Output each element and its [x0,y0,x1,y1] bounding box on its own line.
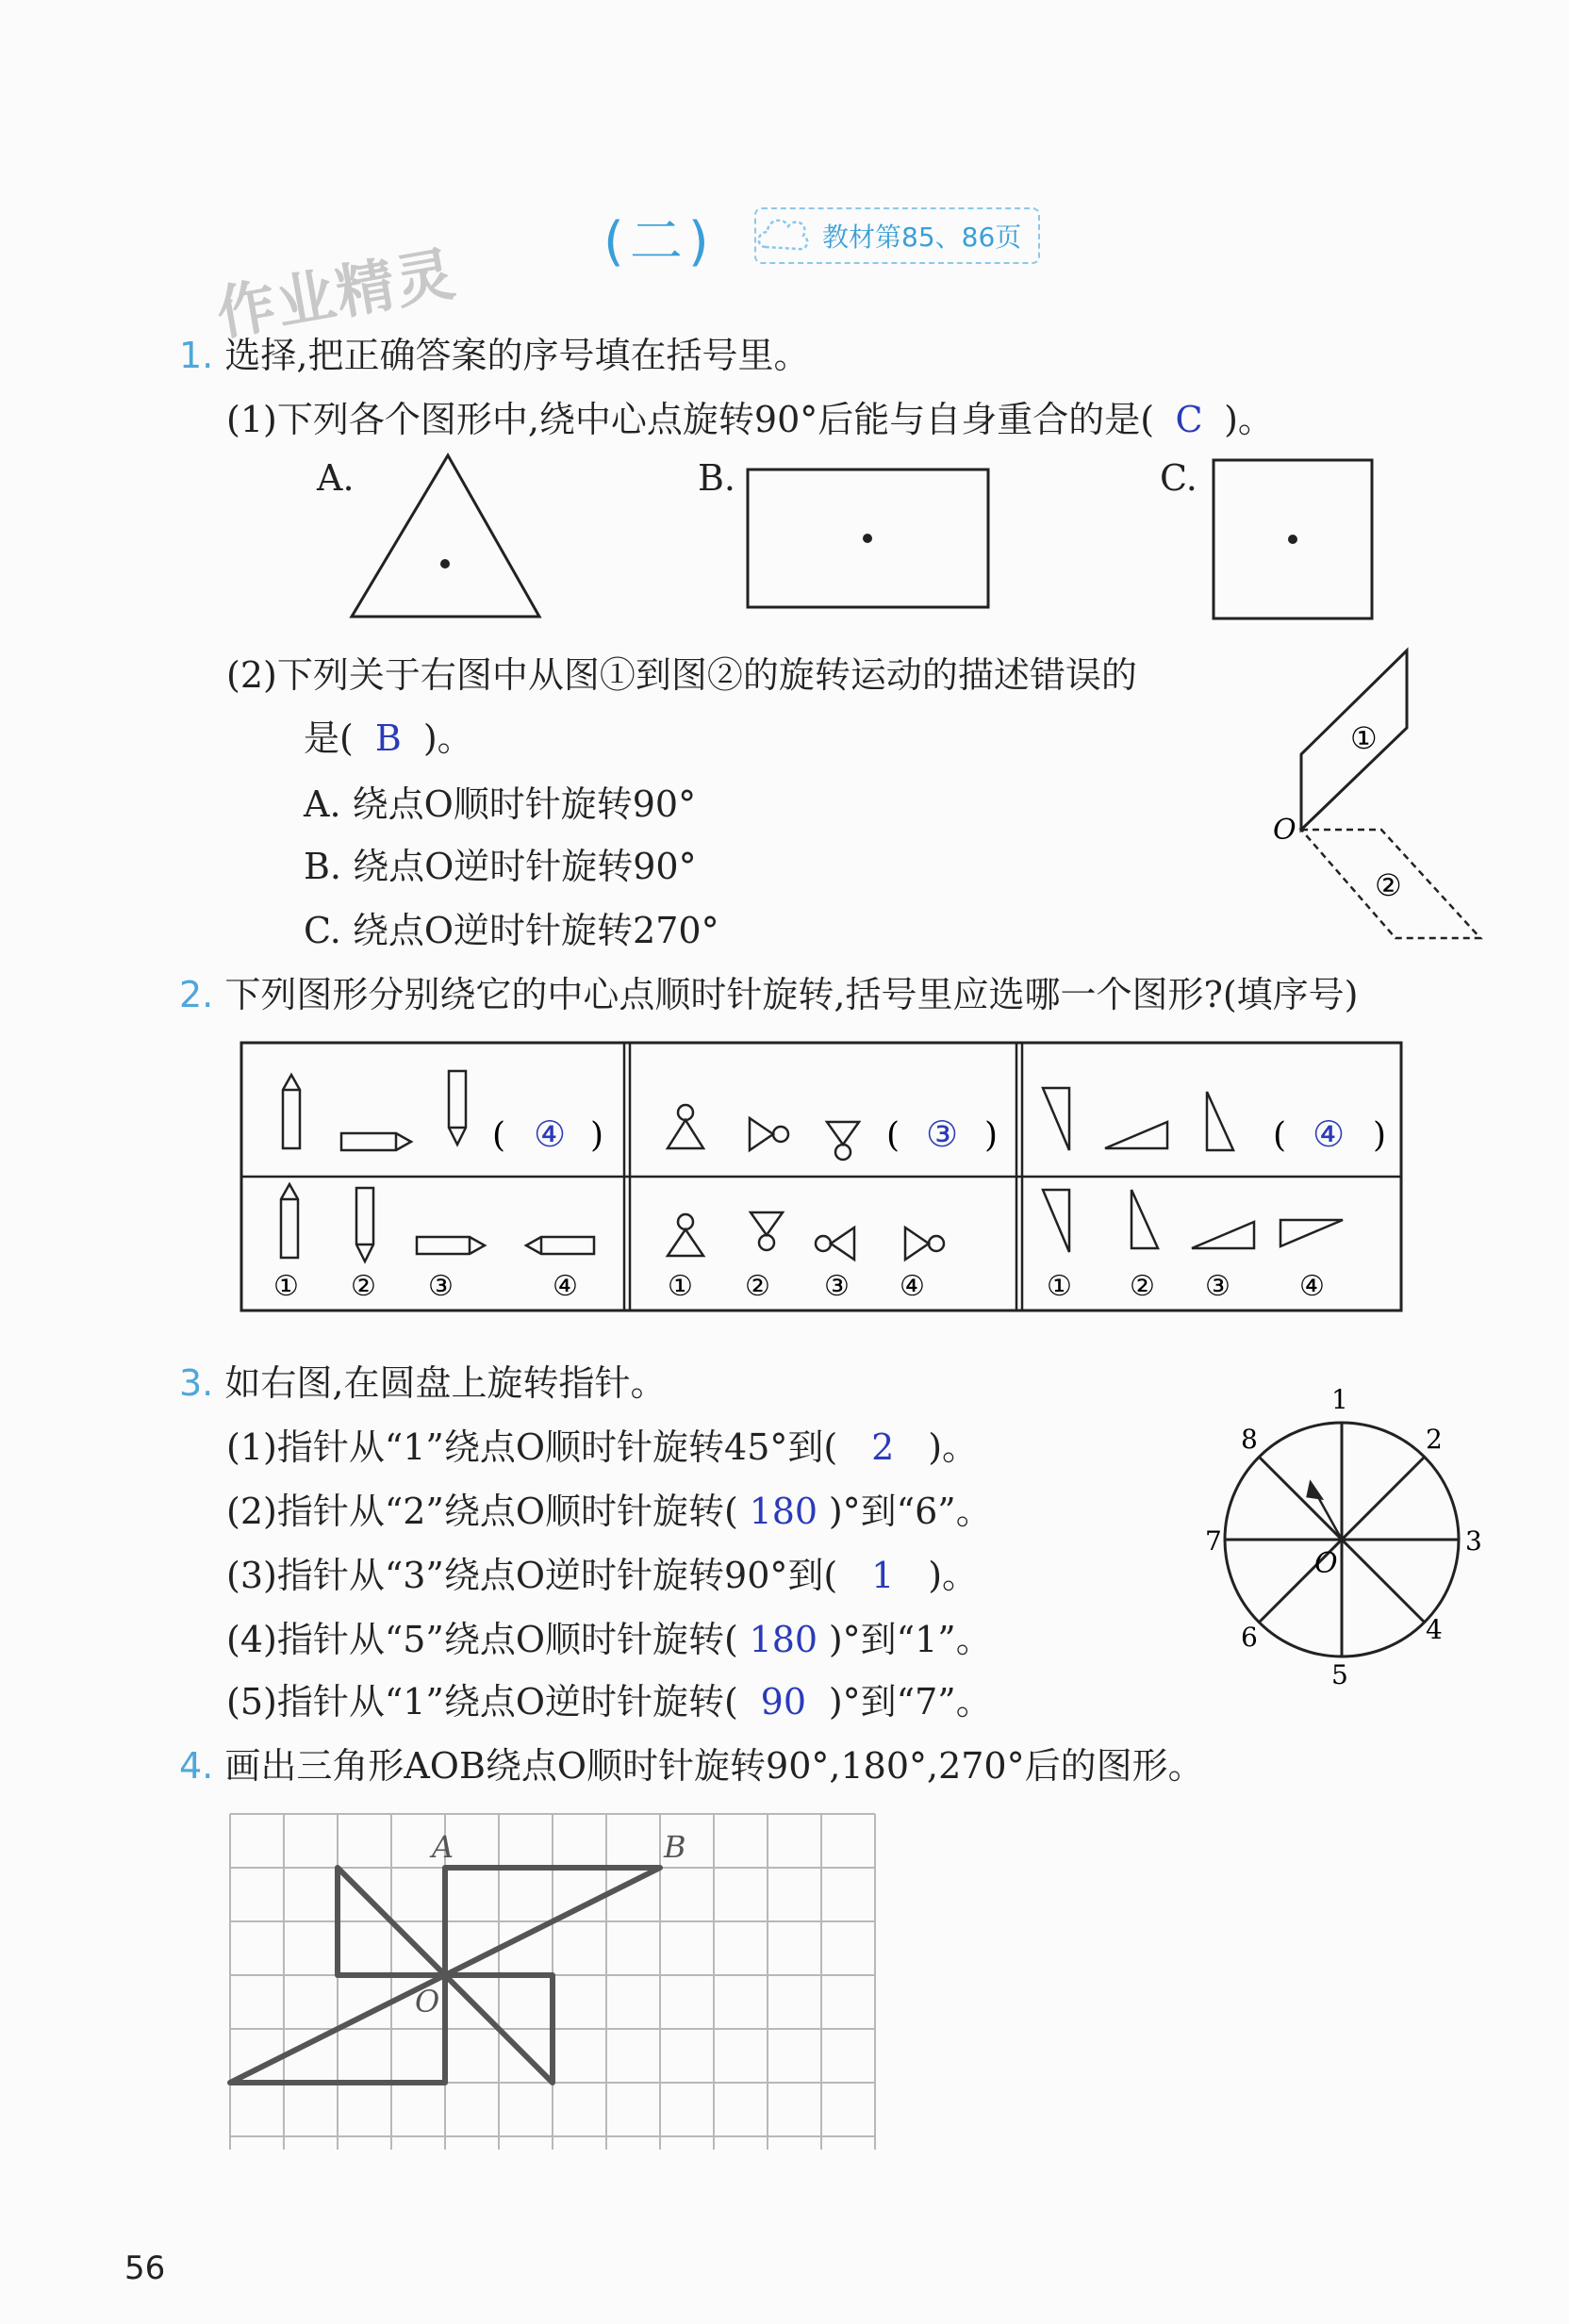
q2-cell3-option-4: ④ [1299,1270,1325,1303]
q3-item-5 [226,1681,992,1722]
q2-number: 2. [179,974,214,1015]
q1-part2-option-c: C. 绕点O逆时针旋转270° [304,910,719,951]
q2-cell2-option-4: ④ [900,1270,925,1303]
q3-item-5-close: )°到“7”。 [828,1681,992,1722]
q3-item-4-close: )°到“1”。 [828,1619,992,1660]
q3-item-2 [226,1491,992,1532]
q1-part1-answer: C [1175,399,1203,440]
dial-number-1: 1 [1331,1384,1348,1415]
point-a-label: A [432,1829,454,1865]
q3-item-1-close: )。 [928,1426,979,1468]
q1-number: 1. [179,335,214,376]
q3-item-2-prompt: (2)指针从“2”绕点O顺时针旋转( [226,1491,738,1532]
q1-part2-answer: B [374,717,402,759]
rotation-figure [1254,641,1537,952]
cone-options [668,1212,944,1260]
q2-paren-open-2: ( [886,1116,900,1155]
q3-item-3-prompt: (3)指针从“3”绕点O逆时针旋转90°到( [226,1555,838,1596]
dial-figure [1188,1376,1509,1706]
q4-number: 4. [179,1745,214,1787]
rectangle-figure [748,470,988,607]
q2-paren-close-2: ) [984,1116,999,1155]
point-b-label: B [664,1829,686,1865]
q3-item-1 [226,1426,979,1468]
q1-shapes [0,0,1569,660]
q1-part2-line2 [304,717,473,759]
figure-label-two: ② [1375,867,1402,903]
figure-label-o: O [1273,814,1296,847]
q3-number: 3. [179,1362,214,1404]
textbook-page-tag-label: 教材第85、86页 [754,207,1040,264]
q1-option-a-label: A. [317,457,355,499]
q2-cell3-option-3: ③ [1205,1270,1230,1303]
q3-item-3 [226,1555,979,1596]
q2-answer-3: ④ [1313,1113,1346,1155]
section-title: (二) [603,211,715,272]
q1-option-b-label: B. [698,457,736,499]
dial-number-4: 4 [1426,1614,1443,1645]
q2-cell1-option-2: ② [351,1270,376,1303]
q2-paren-open-3: ( [1273,1116,1287,1155]
q3-item-5-prompt: (5)指针从“1”绕点O逆时针旋转( [226,1681,738,1722]
q2-cell1-option-1: ① [273,1270,299,1303]
q3-heading [179,1362,667,1404]
dial-number-8: 8 [1241,1424,1258,1455]
q3-item-4 [226,1619,992,1660]
q2-paren-open-1: ( [492,1116,506,1155]
q3-item-1-answer: 2 [871,1426,895,1468]
square-figure [1214,460,1372,618]
q1-part2-close: )。 [422,717,473,759]
q1-part2-option-b: B. 绕点O逆时针旋转90° [304,846,697,887]
figure-label-one: ① [1350,720,1378,756]
q2-cell1-option-4: ④ [553,1270,578,1303]
watermark: 作业精灵 [211,239,462,349]
dial-number-7: 7 [1205,1525,1222,1557]
q4-text: 画出三角形AOB绕点O顺时针旋转90°,180°,270°后的图形。 [224,1745,1204,1787]
pencil-options [281,1184,594,1261]
q1-part2-line1: (2)下列关于右图中从图①到图②的旋转运动的描述错误的 [226,654,1137,696]
q2-text: 下列图形分别绕它的中心点顺时针旋转,括号里应选哪一个图形?(填序号) [224,974,1359,1015]
q2-cell3-option-2: ② [1130,1270,1155,1303]
q1-text: 选择,把正确答案的序号填在括号里。 [224,335,810,376]
q2-cell2-option-2: ② [745,1270,770,1303]
q2-answer-1: ④ [534,1113,567,1155]
q1-part2-prompt: 是( [304,717,354,759]
q1-part2-option-a: A. 绕点O顺时针旋转90° [304,783,697,825]
q2-cell2-option-1: ① [668,1270,693,1303]
pencil-sequence [283,1071,466,1150]
triangle-sequence [1043,1088,1233,1150]
cone-sequence [668,1105,859,1160]
q1-option-c-label: C. [1160,457,1197,499]
q3-text: 如右图,在圆盘上旋转指针。 [224,1362,667,1404]
q1-part1-prompt: (1)下列各个图形中,绕中心点旋转90°后能与自身重合的是( [226,399,1155,440]
q2-paren-close-3: ) [1373,1116,1387,1155]
q3-item-2-close: )°到“6”。 [828,1491,992,1532]
q3-item-2-answer: 180 [749,1491,818,1532]
q2-heading [179,974,1359,1015]
q3-item-4-answer: 180 [749,1619,818,1660]
triangle-figure [352,455,539,617]
q3-item-4-prompt: (4)指针从“5”绕点O顺时针旋转( [226,1619,738,1660]
dial-number-3: 3 [1465,1525,1482,1557]
point-o-label: O [415,1984,440,2019]
q2-cell3-option-1: ① [1047,1270,1072,1303]
q2-cell1-option-3: ③ [428,1270,454,1303]
dial-number-2: 2 [1426,1424,1443,1455]
dial-number-6: 6 [1241,1622,1258,1653]
q2-table [0,1028,1569,1329]
page-number: 56 [124,2250,166,2287]
q2-paren-close-1: ) [590,1116,604,1155]
triangle-options [1043,1190,1343,1252]
q2-cell2-option-3: ③ [824,1270,850,1303]
dial-number-5: 5 [1331,1659,1348,1690]
q4-grid-figure [226,1810,886,2150]
q4-heading [179,1745,1204,1787]
q2-answer-2: ③ [926,1113,959,1155]
q3-item-1-prompt: (1)指针从“1”绕点O顺时针旋转45°到( [226,1426,838,1468]
dial-center-label: O [1314,1547,1338,1580]
q3-item-3-close: )。 [928,1555,979,1596]
q3-item-5-answer: 90 [760,1681,807,1722]
q1-part1-close: )。 [1224,399,1274,440]
q3-item-3-answer: 1 [871,1555,895,1596]
